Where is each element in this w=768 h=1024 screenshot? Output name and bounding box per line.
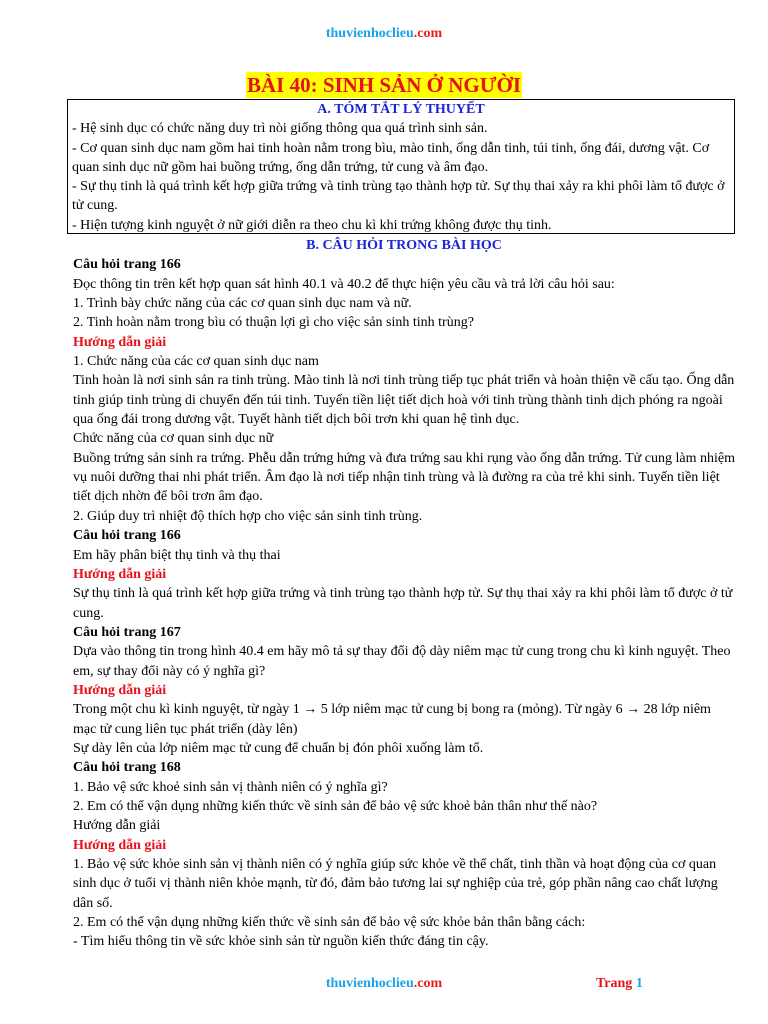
site-name-part1: thuvienhoclieu (325, 26, 414, 41)
question-text: Em hãy phân biệt thụ tinh và thụ thai (73, 547, 281, 563)
guide-label: Hướng dẫn giải (73, 837, 167, 853)
page-title: BÀI 40: SINH SẢN Ở NGƯỜI (246, 73, 521, 97)
page-number (596, 976, 643, 992)
question-text: 2. Em có thể vận dụng những kiến thức về sinh sản để bảo vệ sức khoẻ bản thân như thế nào? (73, 798, 598, 814)
question-text: Hướng dẫn giải (73, 818, 161, 834)
title-container (0, 72, 768, 98)
question-title: Câu hỏi trang 167 (73, 624, 181, 640)
answer-text: 2. Em có thể vận dụng những kiến thức về sinh sản để bảo vệ sức khỏe bản thân bằng cách: (73, 915, 586, 931)
answer-text: Tinh hoàn là nơi sinh sản ra tinh trùng. Mào tinh là nơi tinh trùng tiếp tục phát triển và hoàn thiện về cấu tạo. Ống dẫn tinh giúp tinh trùng di chuyển đến túi tinh. Tuyến tiền liệt tiết dịch hoà với tinh trùng thành tinh dịch phóng ra ngoài qua ống đái trong dương vật. Tuyết hành tiết dịch bôi trơn khi quan hệ tình dục. (73, 373, 735, 428)
summary-box (67, 99, 735, 234)
question-text: 1. Trình bày chức năng của các cơ quan sinh dục nam và nữ. (73, 296, 412, 312)
answer-text: Trong một chu kì kinh nguyệt, từ ngày 1 → 5 lớp niêm mạc tử cung bị bong ra (mỏng). Từ ngày 6 → 28 lớp niêm mạc tử cung liên tục phát triển (dày lên) (73, 702, 711, 737)
page-word: Trang (596, 976, 633, 991)
answer-text: 1. Chức năng của các cơ quan sinh dục nam (73, 354, 319, 370)
question-title: Câu hỏi trang 166 (73, 257, 181, 273)
questions-heading: B. CÂU HỎI TRONG BÀI HỌC (306, 238, 502, 253)
question-title: Câu hỏi trang 166 (73, 528, 181, 544)
question-text: Dựa vào thông tin trong hình 40.4 em hãy mô tả sự thay đổi độ dày niêm mạc tử cung trong chu kì kinh nguyệt. Theo em, sự thay đổi này có ý nghĩa gì? (73, 644, 731, 679)
summary-item: - Sự thụ tinh là quá trình kết hợp giữa trứng và tinh trùng tạo thành hợp tử. Sự thụ thai xảy ra khi phôi làm tổ được ở tử cung. (72, 179, 725, 214)
site-name-part2: .com (413, 26, 443, 41)
answer-text: Sự dày lên của lớp niêm mạc tử cung để chuẩn bị đón phôi xuống làm tổ. (73, 740, 484, 756)
site-name-part2: .com (413, 976, 443, 991)
question-text: 2. Tinh hoàn nằm trong bìu có thuận lợi gì cho việc sản sinh tinh trùng? (73, 315, 474, 331)
answer-text: - Tìm hiểu thông tin về sức khỏe sinh sản từ nguồn kiến thức đáng tin cậy. (73, 934, 489, 950)
question-text: Đọc thông tin trên kết hợp quan sát hình 40.1 và 40.2 để thực hiện yêu cầu và trả lời câu hỏi sau: (73, 276, 615, 292)
summary-item: - Hiện tượng kinh nguyệt ở nữ giới diễn ra theo chu kì khi trứng không được thụ tinh. (72, 217, 552, 233)
guide-label: Hướng dẫn giải (73, 682, 167, 698)
summary-item: - Hệ sinh dục có chức năng duy trì nòi giống thông qua quá trình sinh sản. (72, 121, 488, 137)
guide-label: Hướng dẫn giải (73, 566, 167, 582)
site-header[interactable] (0, 26, 768, 42)
answer-text: Sự thụ tinh là quá trình kết hợp giữa trứng và tinh trùng tạo thành hợp tử. Sự thụ thai xảy ra khi phôi làm tổ được ở tử cung. (73, 586, 733, 621)
answer-text: Chức năng của cơ quan sinh dục nữ (73, 431, 274, 447)
answer-text: Buồng trứng sản sinh ra trứng. Phễu dẫn trứng hứng và đưa trứng sau khi rụng vào ống dẫn trứng. Tử cung làm nhiệm vụ nuôi dưỡng thai nhi phát triển. Âm đạo là nơi tiếp nhận tinh trùng và là đường ra của trẻ khi sinh. Tuyến tiền liệt tiết dịch nhờn để bôi trơn âm đạo. (73, 450, 735, 505)
question-text: 1. Bảo vệ sức khoẻ sinh sản vị thành niên có ý nghĩa gì? (73, 779, 388, 795)
guide-label: Hướng dẫn giải (73, 334, 167, 350)
page-number-value: 1 (635, 976, 643, 991)
answer-text: 1. Bảo vệ sức khỏe sinh sản vị thành niên có ý nghĩa giúp sức khỏe về thể chất, tinh thần và hoạt động của cơ quan sinh dục ở tuổi vị thành niên khỏe mạnh, từ đó, đảm bảo tương lai sự nghiệp của trẻ, góp phần nâng cao chất lượng dân số. (73, 857, 718, 911)
answer-text: 2. Giúp duy trì nhiệt độ thích hợp cho việc sản sinh tinh trùng. (73, 508, 423, 524)
summary-heading: A. TÓM TẮT LÝ THUYẾT (317, 102, 485, 117)
site-name-part1: thuvienhoclieu (325, 976, 414, 991)
site-footer[interactable] (0, 976, 768, 992)
summary-item: - Cơ quan sinh dục nam gồm hai tinh hoàn nằm trong bìu, mào tinh, ống dẫn tinh, túi tinh, ống đái, dương vật. Cơ quan sinh dục nữ gồm hai buồng trứng, ống dẫn trứng, tử cung và âm đạo. (72, 140, 710, 175)
questions-section (73, 236, 735, 952)
question-title: Câu hỏi trang 168 (73, 760, 181, 776)
